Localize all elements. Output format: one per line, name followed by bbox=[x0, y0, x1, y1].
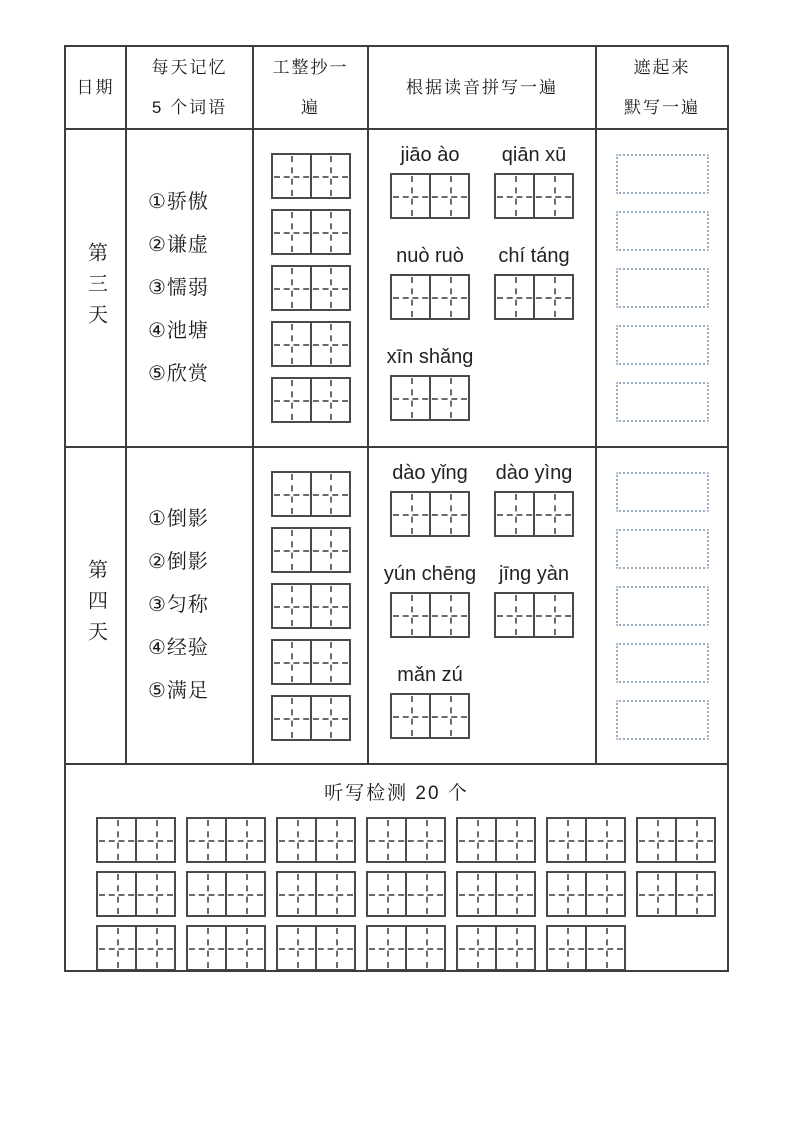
grid-cell bbox=[273, 529, 310, 571]
grid-cell bbox=[310, 379, 349, 421]
pinyin-item bbox=[383, 245, 477, 320]
dictation-box-area bbox=[66, 817, 727, 970]
writing-grid-box bbox=[390, 274, 470, 320]
grid-cell bbox=[225, 927, 264, 969]
grid-cell bbox=[310, 473, 349, 515]
grid-cell bbox=[675, 819, 714, 861]
header-date-cell bbox=[66, 47, 127, 130]
word-item: ④经验 bbox=[148, 637, 209, 659]
grid-cell bbox=[429, 377, 468, 419]
pinyin-item bbox=[383, 664, 477, 739]
header-copy-cell bbox=[254, 47, 369, 130]
header-memorize-cell bbox=[127, 47, 254, 130]
writing-grid-box bbox=[546, 871, 626, 917]
writing-grid-box bbox=[636, 817, 716, 863]
grid-cell bbox=[278, 819, 315, 861]
grid-cell bbox=[495, 927, 534, 969]
writing-grid-box bbox=[366, 817, 446, 863]
recite-dotted-box bbox=[616, 586, 709, 626]
grid-cell bbox=[496, 175, 533, 217]
writing-grid-box bbox=[456, 871, 536, 917]
grid-cell bbox=[135, 819, 174, 861]
pinyin-label: nuò ruò bbox=[396, 245, 464, 267]
grid-cell bbox=[429, 493, 468, 535]
day4-pinyin-area bbox=[369, 448, 597, 765]
word-item: ②倒影 bbox=[148, 551, 209, 573]
day3-words-list bbox=[127, 130, 254, 448]
grid-cell bbox=[310, 529, 349, 571]
grid-cell bbox=[495, 819, 534, 861]
grid-cell bbox=[273, 585, 310, 627]
writing-grid-box bbox=[276, 817, 356, 863]
pinyin-label: yún chēng bbox=[383, 563, 477, 585]
grid-cell bbox=[392, 594, 429, 636]
grid-cell bbox=[392, 695, 429, 737]
writing-grid-box bbox=[390, 375, 470, 421]
recite-dotted-box bbox=[616, 529, 709, 569]
writing-grid-box bbox=[546, 817, 626, 863]
header-pinyin-cell bbox=[369, 47, 597, 130]
grid-cell bbox=[429, 594, 468, 636]
grid-cell bbox=[405, 927, 444, 969]
grid-cell bbox=[315, 927, 354, 969]
grid-cell bbox=[585, 819, 624, 861]
grid-cell bbox=[188, 873, 225, 915]
pinyin-label: dào yìng bbox=[495, 462, 573, 484]
grid-cell bbox=[533, 276, 572, 318]
day3-pinyin-area bbox=[369, 130, 597, 448]
day4-label: 第四天 bbox=[84, 559, 107, 652]
grid-cell bbox=[548, 819, 585, 861]
pinyin-item bbox=[487, 245, 581, 320]
grid-cell bbox=[392, 377, 429, 419]
grid-cell bbox=[135, 873, 174, 915]
writing-grid-box bbox=[271, 583, 351, 629]
pinyin-item bbox=[487, 563, 581, 638]
writing-grid-box bbox=[186, 925, 266, 970]
word-item: ①倒影 bbox=[148, 508, 209, 530]
recite-dotted-box bbox=[616, 325, 709, 365]
pinyin-label: dào yǐng bbox=[392, 462, 468, 484]
grid-cell bbox=[98, 927, 135, 969]
grid-cell bbox=[273, 379, 310, 421]
pinyin-item bbox=[383, 346, 477, 421]
grid-cell bbox=[405, 819, 444, 861]
dictation-section bbox=[66, 765, 727, 970]
day3-copy-boxes-column bbox=[254, 130, 369, 448]
grid-cell bbox=[273, 323, 310, 365]
writing-grid-box bbox=[271, 639, 351, 685]
grid-cell bbox=[458, 927, 495, 969]
pinyin-item bbox=[383, 563, 477, 638]
grid-cell bbox=[392, 493, 429, 535]
grid-cell bbox=[188, 927, 225, 969]
grid-cell bbox=[533, 175, 572, 217]
word-item: ⑤欣赏 bbox=[148, 362, 209, 385]
grid-cell bbox=[225, 819, 264, 861]
grid-cell bbox=[585, 873, 624, 915]
grid-cell bbox=[533, 493, 572, 535]
dictation-box-row bbox=[96, 871, 727, 917]
writing-grid-box bbox=[456, 817, 536, 863]
recite-dotted-box bbox=[616, 472, 709, 512]
pinyin-item bbox=[383, 144, 477, 219]
writing-grid-box bbox=[494, 173, 574, 219]
grid-cell bbox=[392, 276, 429, 318]
grid-cell bbox=[310, 155, 349, 197]
dictation-box-row bbox=[96, 817, 727, 863]
header-copy-line2: 遍 bbox=[301, 98, 320, 117]
grid-cell bbox=[392, 175, 429, 217]
header-memorize-line1: 每天记忆 bbox=[151, 58, 228, 77]
word-item: ⑤满足 bbox=[148, 680, 209, 702]
grid-cell bbox=[273, 641, 310, 683]
writing-grid-box bbox=[390, 592, 470, 638]
grid-cell bbox=[368, 873, 405, 915]
writing-grid-box bbox=[456, 925, 536, 970]
grid-cell bbox=[188, 819, 225, 861]
grid-cell bbox=[458, 819, 495, 861]
grid-cell bbox=[98, 819, 135, 861]
grid-cell bbox=[638, 873, 675, 915]
word-item: ④池塘 bbox=[148, 319, 209, 342]
grid-cell bbox=[273, 155, 310, 197]
day4-recite-boxes-column bbox=[597, 448, 727, 765]
recite-dotted-box bbox=[616, 211, 709, 251]
grid-cell bbox=[310, 323, 349, 365]
pinyin-label: mǎn zú bbox=[397, 664, 463, 686]
writing-grid-box bbox=[390, 491, 470, 537]
grid-cell bbox=[458, 873, 495, 915]
writing-grid-box bbox=[271, 695, 351, 741]
day4-copy-boxes-column bbox=[254, 448, 369, 765]
grid-cell bbox=[273, 473, 310, 515]
header-recite-cell bbox=[597, 47, 727, 130]
writing-grid-box bbox=[96, 817, 176, 863]
header-memorize-line2: 5 个词语 bbox=[151, 98, 228, 117]
header-date-label: 日期 bbox=[76, 78, 115, 97]
header-pinyin-label: 根据读音拼写一遍 bbox=[406, 78, 558, 97]
word-item: ③懦弱 bbox=[148, 276, 209, 299]
day3-label: 第三天 bbox=[84, 241, 107, 335]
day3-label-cell bbox=[66, 130, 127, 448]
grid-cell bbox=[496, 276, 533, 318]
header-copy-line1: 工整抄一 bbox=[272, 58, 349, 77]
recite-dotted-box bbox=[616, 268, 709, 308]
dictation-box-row bbox=[96, 925, 727, 970]
dictation-title: 听写检测 20 个 bbox=[324, 783, 469, 804]
grid-cell bbox=[310, 697, 349, 739]
writing-grid-box bbox=[186, 871, 266, 917]
header-recite-line1: 遮起来 bbox=[633, 58, 691, 77]
grid-cell bbox=[585, 927, 624, 969]
pinyin-label: jiāo ào bbox=[400, 144, 460, 166]
pinyin-label: qiān xū bbox=[501, 144, 567, 166]
writing-grid-box bbox=[186, 817, 266, 863]
writing-grid-box bbox=[276, 871, 356, 917]
word-item: ③匀称 bbox=[148, 594, 209, 616]
grid-cell bbox=[310, 585, 349, 627]
writing-grid-box bbox=[271, 209, 351, 255]
grid-cell bbox=[225, 873, 264, 915]
writing-grid-box bbox=[271, 527, 351, 573]
day4-words-list bbox=[127, 448, 254, 765]
writing-grid-box bbox=[271, 471, 351, 517]
writing-grid-box bbox=[546, 925, 626, 970]
recite-dotted-box bbox=[616, 382, 709, 422]
grid-cell bbox=[310, 211, 349, 253]
grid-cell bbox=[638, 819, 675, 861]
grid-cell bbox=[310, 641, 349, 683]
writing-grid-box bbox=[366, 925, 446, 970]
grid-cell bbox=[429, 695, 468, 737]
grid-cell bbox=[315, 819, 354, 861]
grid-cell bbox=[533, 594, 572, 636]
grid-cell bbox=[675, 873, 714, 915]
grid-cell bbox=[273, 697, 310, 739]
writing-grid-box bbox=[96, 871, 176, 917]
grid-cell bbox=[548, 927, 585, 969]
pinyin-item bbox=[487, 144, 581, 219]
writing-grid-box bbox=[96, 925, 176, 970]
writing-grid-box bbox=[271, 265, 351, 311]
writing-grid-box bbox=[366, 871, 446, 917]
writing-grid-box bbox=[390, 173, 470, 219]
grid-cell bbox=[548, 873, 585, 915]
pinyin-item bbox=[383, 462, 477, 537]
writing-grid-box bbox=[271, 377, 351, 423]
word-item: ①骄傲 bbox=[148, 190, 209, 213]
day3-recite-boxes-column bbox=[597, 130, 727, 448]
grid-cell bbox=[278, 873, 315, 915]
grid-cell bbox=[429, 175, 468, 217]
writing-grid-box bbox=[271, 153, 351, 199]
grid-cell bbox=[273, 267, 310, 309]
pinyin-label: xīn shǎng bbox=[386, 346, 474, 368]
grid-cell bbox=[495, 873, 534, 915]
recite-dotted-box bbox=[616, 643, 709, 683]
writing-grid-box bbox=[271, 321, 351, 367]
day4-label-cell bbox=[66, 448, 127, 765]
grid-cell bbox=[368, 819, 405, 861]
practice-table bbox=[64, 45, 729, 972]
recite-dotted-box bbox=[616, 154, 709, 194]
writing-grid-box bbox=[494, 274, 574, 320]
grid-cell bbox=[310, 267, 349, 309]
writing-grid-box bbox=[390, 693, 470, 739]
grid-cell bbox=[278, 927, 315, 969]
grid-cell bbox=[429, 276, 468, 318]
grid-cell bbox=[98, 873, 135, 915]
grid-cell bbox=[496, 493, 533, 535]
grid-cell bbox=[368, 927, 405, 969]
grid-cell bbox=[405, 873, 444, 915]
grid-cell bbox=[273, 211, 310, 253]
grid-cell bbox=[496, 594, 533, 636]
header-recite-line2: 默写一遍 bbox=[624, 98, 700, 117]
pinyin-label: jīng yàn bbox=[498, 563, 570, 585]
writing-grid-box bbox=[494, 491, 574, 537]
grid-cell bbox=[135, 927, 174, 969]
grid-cell bbox=[315, 873, 354, 915]
pinyin-label: chí táng bbox=[498, 245, 570, 267]
word-item: ②谦虚 bbox=[148, 233, 209, 256]
writing-grid-box bbox=[276, 925, 356, 970]
writing-grid-box bbox=[494, 592, 574, 638]
pinyin-item bbox=[487, 462, 581, 537]
recite-dotted-box bbox=[616, 700, 709, 740]
writing-grid-box bbox=[636, 871, 716, 917]
